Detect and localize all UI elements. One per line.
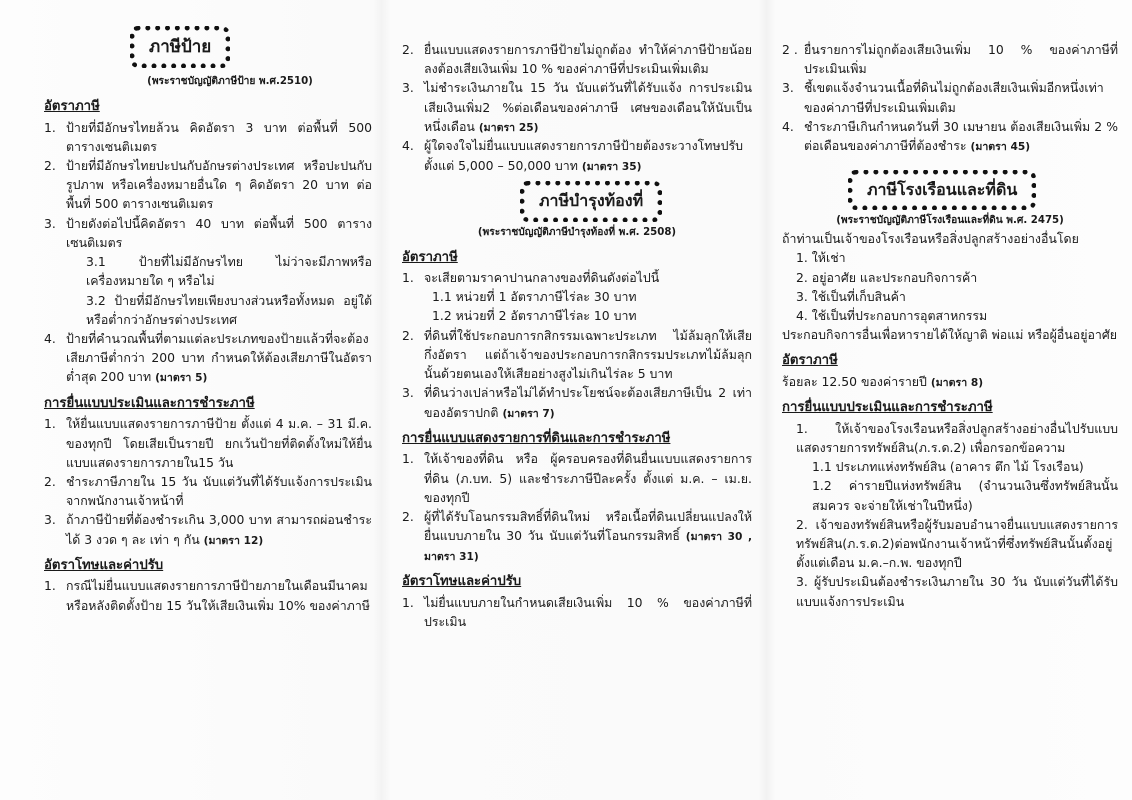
section-reference: (มาตรา 8) [930,376,984,389]
filing-list [44,414,372,549]
list-item: 1. กรณีไม่ยื่นแบบแสดงรายการภาษีป้ายภายในเดือนมีนาคม หรือหลังติดตั้งป้าย 15 วันให้เสียเงินเพิ่ม 10% ของค่าภาษี [44,578,370,613]
rate-heading: อัตราภาษี [44,99,100,115]
list-item: 3. ถ้าภาษีป้ายที่ต้องชำระเกิน 3,000 บาท สามารถผ่อนชำระได้ 3 งวด ๆ ละ เท่า ๆ กัน (มาตรา 12) [44,512,372,547]
section-reference: (มาตรา 12) [203,534,264,547]
list-item: 4. ป้ายที่คำนวณพื้นที่ตามแต่ละประเภทของป้ายแล้วที่จะต้องเสียภาษีต่ำกว่า 200 บาท กำหนดให้ต้องเสียภาษีในอัตราต่ำสุด 200 บาท (มาตรา 5) [44,331,372,385]
section-reference: (มาตรา 5) [155,372,208,385]
rate-list [44,118,372,387]
list-item: 4. ผู้ใดจงใจไม่ยื่นแบบแสดงรายการภาษีป้ายต้องระวางโทษปรับตั้งแต่ 5,000 – 50,000 บาท (มาตรา 35) [402,138,744,173]
list-item: 2. อยู่อาศัย และประกอบกิจการค้า [796,269,978,285]
penalty-heading: อัตราโทษและค่าปรับ [44,558,164,574]
section-reference: (มาตรา 45) [970,141,1031,154]
list-item: 4. ใช้เป็นที่ประกอบการอุตสาหกรรม [796,307,988,323]
sub-item: 1.2 หน่วยที่ 2 อัตราภาษีไร่ละ 10 บาท [432,308,637,324]
list-item: 2. ยื่นแบบแสดงรายการภาษีป้ายไม่ถูกต้อง ทำให้ค่าภาษีป้ายน้อยลงต้องเสียเงินเพิ่ม 10 % ของค่าภาษีที่ประเมินเพิ่มเติม [402,42,752,77]
intro-text: ถ้าท่านเป็นเจ้าของโรงเรือนหรือสิ่งปลูกสร้างอย่างอื่นโดย [782,231,1079,247]
list-item: 2. ผู้ที่ได้รับโอนกรรมสิทธิ์ที่ดินใหม่ หรือเนื้อที่ดินเปลี่ยนแปลงให้ยื่นแบบภายใน 30 วัน นับแต่วันที่โอนกรรมสิทธิ์ (มาตรา 30 , มาตรา 31) [402,509,752,563]
local-maintenance-tax-act: (พระราชบัญญัติภาษีบำรุงท้องที่ พ.ศ. 2508) [477,226,677,238]
uses-note: ประกอบกิจการอื่นเพื่อหารายได้ให้ญาติ พ่อแม่ หรือผู้อื่นอยู่อาศัย [782,327,1117,343]
list-item: 2. เจ้าของทรัพย์สินหรือผู้รับมอบอำนาจยื่นแบบแสดงรายการทรัพย์สิน(ภ.ร.ด.2)ต่อพนักงานเจ้าหน้าที่ซึ่งทรัพย์สินนั้นตั้งอยู่ ตั้งแต่เดือน ม.ค.–ก.พ. ของทุกปี [796,516,1118,571]
filing-heading: การยื่นแบบประเมินและการชำระภาษี [44,395,255,411]
sub-item: 3.2 ป้ายที่มีอักษรไทยเพียงบางส่วนหรือทั้งหมด อยู่ใต้หรือต่ำกว่าอักษรต่างประเทศ [86,292,372,327]
rate-heading: อัตราภาษี [782,353,838,369]
list-item: 3. ไม่ชำระเงินภายใน 15 วัน นับแต่วันที่ได้รับแจ้ง การประเมินเสียเงินเพิ่ม2 %ต่อเดือนของค่าภาษี เศษของเดือนให้นับเป็นหนึ่งเดือน (มาตรา 25) [402,80,752,134]
building-land-tax-title: ภาษีโรงเรือนและที่ดิน [848,170,1036,211]
sub-item: 3.1 ป้ายที่ไม่มีอักษรไทย ไม่ว่าจะมีภาพหรือเครื่องหมายใด ๆ หรือไม่ [86,254,372,289]
penalty-heading: อัตราโทษและค่าปรับ [402,574,522,590]
rate-text: ร้อยละ 12.50 ของค่ารายปี (มาตรา 8) [782,373,984,389]
list-item: 2. ชำระภาษีภายใน 15 วัน นับแต่วันที่ได้รับแจ้งการประเมินจากพนักงานเจ้าหน้าที่ [44,473,372,509]
sub-item: 1.1 ประเภทแห่งทรัพย์สิน (อาคาร ตึก ไม้ โรงเรือน) [812,459,1084,475]
list-item: 1. ให้ยื่นแบบแสดงรายการภาษีป้าย ตั้งแต่ 4 ม.ค. – 31 มี.ค. ของทุกปี โดยเสียเป็นรายปี ยกเว้นป้ายที่ติดตั้งใหม่ให้ยื่นแบบแสดงรายการภายใน15 วัน [44,416,372,470]
signboard-tax-title: ภาษีป้าย [130,26,230,68]
section-reference: (มาตรา 35) [581,160,642,173]
local-maintenance-tax-title: ภาษีบำรุงท้องที่ [520,181,662,222]
list-item: 2. ที่ดินที่ใช้ประกอบการกสิกรรมเฉพาะประเภท ไม้ล้มลุกให้เสียกึ่งอัตรา แต่ถ้าเจ้าของประกอบการกสิกรรมประเภทไม้ล้มลุกนั้นด้วยตนเองให้เสียอย่างสูงไม่เกินไร่ละ 5 บาท [402,327,752,382]
local-maintenance-tax-column [402,0,752,800]
building-land-tax-column [782,0,1118,800]
list-item: 1. ไม่ยื่นแบบภายในกำหนดเสียเงินเพิ่ม 10 % ของค่าภาษีที่ประเมิน [402,594,752,629]
section-reference: (มาตรา 7) [502,407,555,420]
list-item: 3. ชี้เขตแจ้งจำนวนเนื้อที่ดินไม่ถูกต้องเสียเงินเพิ่มอีกหนึ่งเท่า ของค่าภาษีที่ประเมินเพิ่มเติม [782,80,1104,115]
signboard-tax-act: (พระราชบัญญัติภาษีป้าย พ.ศ.2510) [147,76,313,88]
filing-heading: การยื่นแบบประเมินและการชำระภาษี [782,400,993,416]
building-land-tax-act: (พระราชบัญญัติภาษีโรงเรือนและที่ดิน พ.ศ. 2475) [836,215,1064,227]
section-reference: (มาตรา 30 , มาตรา 31) [424,531,752,563]
list-item: 1. ให้เช่า [796,250,846,266]
list-item: 1. ให้เจ้าของที่ดิน หรือ ผู้ครอบครองที่ดินยื่นแบบแสดงรายการที่ดิน (ภ.บท. 5) และชำระภาษีปีละครั้ง ตั้งแต่ ม.ค. – เม.ย. ของทุกปี [402,451,752,505]
rate-heading: อัตราภาษี [402,249,458,265]
section-reference: (มาตรา 25) [478,121,539,134]
penalty-list-continued [402,40,752,175]
sub-item: 1.2 ค่ารายปีแห่งทรัพย์สิน (จำนวนเงินซึ่งทรัพย์สินนั้นสมควร จะจ่ายให้เช่าในปีหนึ่ง) [812,478,1118,513]
list-item: 2. ป้ายที่มีอักษรไทยปะปนกับอักษรต่างประเทศ หรือปะปนกับรูปภาพ หรือเครื่องหมายอื่นใด ๆ คิดอัตรา 20 บาท ต่อ พื้นที่ 500 ตารางเซนติเมตร [44,158,372,212]
sub-item: 1.1 หน่วยที่ 1 อัตราภาษีไร่ละ 30 บาท [432,289,637,305]
list-item: 3. ใช้เป็นที่เก็บสินค้า [796,288,906,304]
list-item: 3. ผู้รับประเมินต้องชำระเงินภายใน 30 วัน นับแต่วันที่ได้รับแบบแจ้งการประเมิน [796,574,1118,609]
list-item: 4. ชำระภาษีเกินกำหนดวันที่ 30 เมษายน ต้องเสียเงินเพิ่ม 2 % ต่อเดือนของค่าภาษีที่ต้องชำระ (มาตรา 45) [782,118,1118,154]
list-item: 3. ที่ดินว่างเปล่าหรือไม่ได้ทำประโยชน์จะต้องเสียภาษีเป็น 2 เท่าของอัตราปกติ (มาตรา 7) [402,385,752,420]
list-item: 1. ให้เจ้าของโรงเรือนหรือสิ่งปลูกสร้างอย่างอื่นไปรับแบบแสดงรายการทรัพย์สิน(ภ.ร.ด.2) เพื่อกรอกข้อความ [796,420,1118,455]
list-item: 1. ป้ายที่มีอักษรไทยล้วน คิดอัตรา 3 บาท ต่อพื้นที่ 500 ตารางเซนติเมตร [44,119,372,154]
list-item: 1. จะเสียตามราคาปานกลางของที่ดินดังต่อไปนี้ [402,269,660,285]
list-item: 3. ป้ายดังต่อไปนี้คิดอัตรา 40 บาท ต่อพื้นที่ 500 ตารางเซนติเมตร [44,215,372,250]
penalty-list-continued [782,40,1118,156]
filing-heading: การยื่นแบบแสดงรายการที่ดินและการชำระภาษี [402,430,671,446]
list-item: 2 . ยื่นรายการไม่ถูกต้องเสียเงินเพิ่ม 10 % ของค่าภาษีที่ประเมินเพิ่ม [782,42,1118,77]
signboard-tax-column [44,0,372,800]
